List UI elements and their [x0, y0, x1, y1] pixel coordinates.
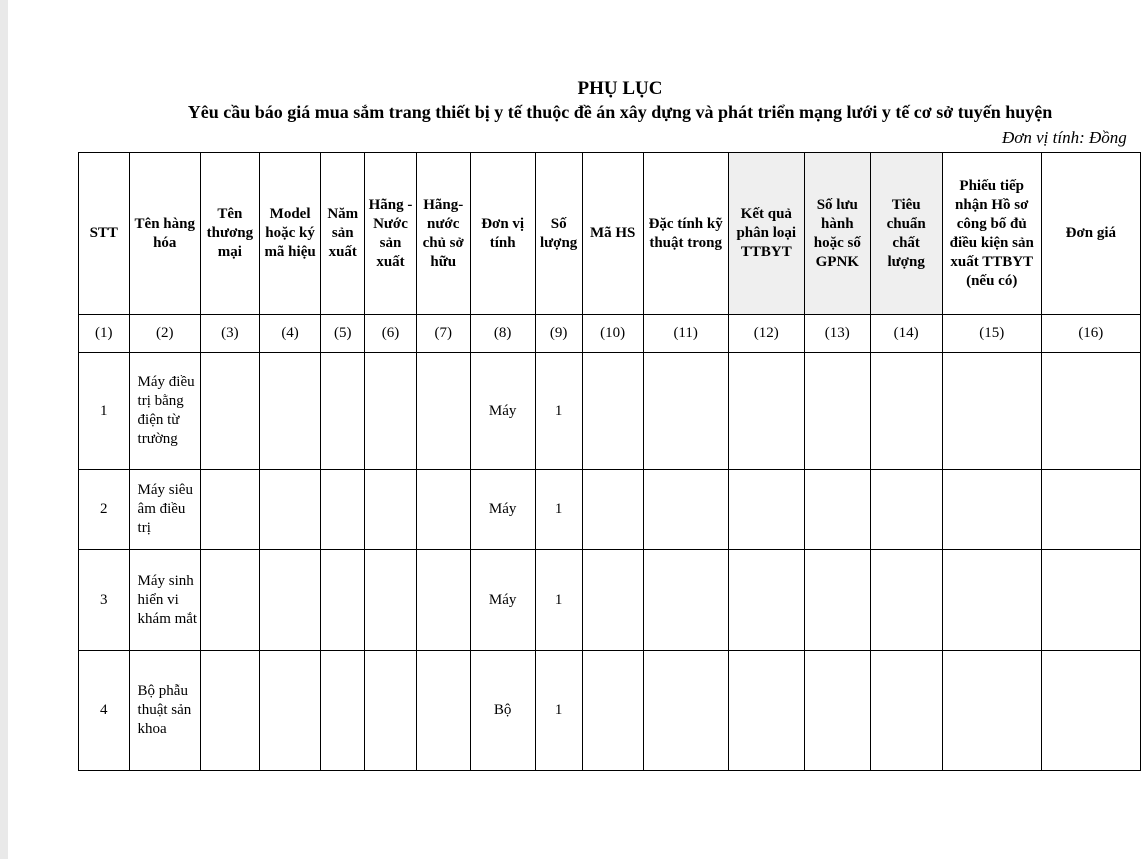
document-subtitle: Yêu cầu báo giá mua sắm trang thiết bị y tế thuộc đề án xây dựng và phát triển mạng lưới y tế cơ sở tuyến huyện — [187, 102, 1053, 122]
header-quantity: Số lượng — [535, 153, 582, 315]
empty-cell — [805, 353, 871, 470]
empty-cell — [942, 353, 1041, 470]
column-number: (15) — [942, 315, 1041, 353]
column-number: (9) — [535, 315, 582, 353]
empty-cell — [200, 470, 259, 550]
empty-cell — [365, 353, 417, 470]
row-item-name: Máy siêu âm điều trị — [129, 470, 200, 550]
table-row — [79, 470, 1141, 550]
row-quantity: 1 — [535, 470, 582, 550]
column-number: (8) — [470, 315, 535, 353]
empty-cell — [582, 651, 643, 771]
empty-cell — [805, 651, 871, 771]
empty-cell — [321, 550, 365, 651]
header-receipt: Phiếu tiếp nhận Hồ sơ công bố đủ điều kiện sản xuất TTBYT (nếu có) — [942, 153, 1041, 315]
quotation-table — [78, 152, 1141, 771]
empty-cell — [365, 550, 417, 651]
empty-cell — [416, 353, 470, 470]
viewer-left-edge — [0, 0, 8, 859]
column-number: (16) — [1041, 315, 1140, 353]
empty-cell — [643, 353, 728, 470]
column-number-row — [79, 315, 1141, 353]
empty-cell — [643, 550, 728, 651]
table-row — [79, 651, 1141, 771]
unit-note: Đơn vị tính: Đồng — [1002, 128, 1127, 147]
empty-cell — [728, 353, 804, 470]
empty-cell — [870, 550, 942, 651]
empty-cell — [643, 651, 728, 771]
column-number: (12) — [728, 315, 804, 353]
empty-cell — [259, 550, 321, 651]
table-row — [79, 353, 1141, 470]
row-quantity: 1 — [535, 353, 582, 470]
empty-cell — [365, 470, 417, 550]
empty-cell — [870, 470, 942, 550]
empty-cell — [416, 651, 470, 771]
header-owner: Hãng- nước chủ sở hữu — [416, 153, 470, 315]
column-number: (10) — [582, 315, 643, 353]
empty-cell — [728, 550, 804, 651]
row-unit: Bộ — [470, 651, 535, 771]
row-quantity: 1 — [535, 651, 582, 771]
column-number: (5) — [321, 315, 365, 353]
header-manufacturer: Hãng - Nước sản xuất — [365, 153, 417, 315]
row-stt: 4 — [79, 651, 130, 771]
empty-cell — [728, 651, 804, 771]
empty-cell — [200, 550, 259, 651]
header-license: Số lưu hành hoặc số GPNK — [805, 153, 871, 315]
empty-cell — [1041, 550, 1140, 651]
header-specs: Đặc tính kỹ thuật trong — [643, 153, 728, 315]
header-stt: STT — [79, 153, 130, 315]
empty-cell — [582, 353, 643, 470]
empty-cell — [582, 470, 643, 550]
row-unit: Máy — [470, 353, 535, 470]
column-number: (6) — [365, 315, 417, 353]
empty-cell — [805, 470, 871, 550]
header-unit-price: Đơn giá — [1041, 153, 1140, 315]
empty-cell — [416, 550, 470, 651]
empty-cell — [870, 353, 942, 470]
empty-cell — [416, 470, 470, 550]
table-header-row — [79, 153, 1141, 315]
empty-cell — [1041, 651, 1140, 771]
header-standard: Tiêu chuẩn chất lượng — [870, 153, 942, 315]
empty-cell — [805, 550, 871, 651]
empty-cell — [942, 550, 1041, 651]
empty-cell — [259, 651, 321, 771]
empty-cell — [365, 651, 417, 771]
empty-cell — [1041, 470, 1140, 550]
header-unit: Đơn vị tính — [470, 153, 535, 315]
empty-cell — [321, 470, 365, 550]
column-number: (14) — [870, 315, 942, 353]
column-number: (11) — [643, 315, 728, 353]
row-item-name: Bộ phẫu thuật sản khoa — [129, 651, 200, 771]
header-trade-name: Tên thương mại — [200, 153, 259, 315]
header-classification: Kết quả phân loại TTBYT — [728, 153, 804, 315]
empty-cell — [321, 353, 365, 470]
empty-cell — [200, 651, 259, 771]
column-number: (2) — [129, 315, 200, 353]
row-stt: 1 — [79, 353, 130, 470]
empty-cell — [259, 353, 321, 470]
column-number: (3) — [200, 315, 259, 353]
empty-cell — [200, 353, 259, 470]
row-item-name: Máy sinh hiển vi khám mắt — [129, 550, 200, 651]
header-hs-code: Mã HS — [582, 153, 643, 315]
empty-cell — [259, 470, 321, 550]
empty-cell — [321, 651, 365, 771]
document-title: PHỤ LỤC — [577, 78, 663, 99]
header-model: Model hoặc ký mã hiệu — [259, 153, 321, 315]
empty-cell — [1041, 353, 1140, 470]
row-quantity: 1 — [535, 550, 582, 651]
header-item-name: Tên hàng hóa — [129, 153, 200, 315]
row-unit: Máy — [470, 550, 535, 651]
column-number: (13) — [805, 315, 871, 353]
column-number: (7) — [416, 315, 470, 353]
empty-cell — [643, 470, 728, 550]
header-year: Năm sản xuất — [321, 153, 365, 315]
empty-cell — [582, 550, 643, 651]
column-number: (1) — [79, 315, 130, 353]
row-stt: 3 — [79, 550, 130, 651]
empty-cell — [942, 470, 1041, 550]
row-unit: Máy — [470, 470, 535, 550]
column-number: (4) — [259, 315, 321, 353]
row-item-name: Máy điều trị bằng điện từ trường — [129, 353, 200, 470]
empty-cell — [870, 651, 942, 771]
empty-cell — [942, 651, 1041, 771]
table-row — [79, 550, 1141, 651]
empty-cell — [728, 470, 804, 550]
row-stt: 2 — [79, 470, 130, 550]
